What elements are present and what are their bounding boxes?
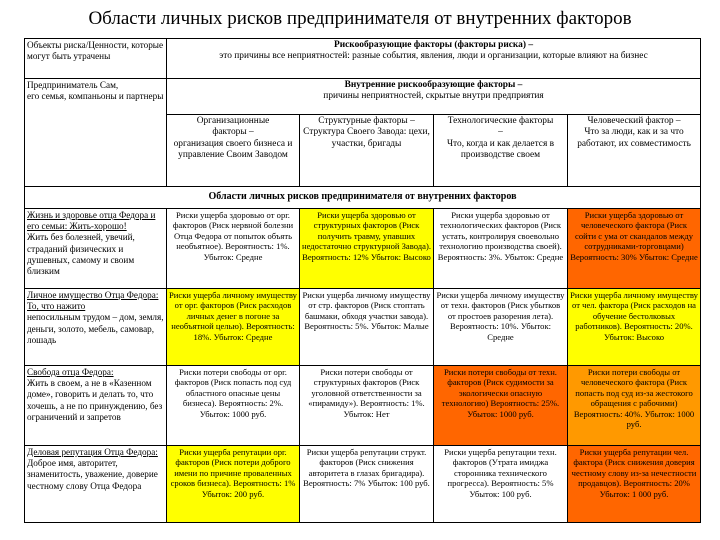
risk-cell-org: Риски ущерба здоровью от орг. факторов (Риск нервной болезни Отца Федора от попыток объять необъятное). Вероятность: 1%. Убыток: Средне xyxy=(167,209,300,289)
object-cell xyxy=(25,289,167,366)
factor-org-line2: факторы – xyxy=(212,127,254,138)
object-desc: Доброе имя, авторитет, знаменитость, уважение, доверие честному слову Отца Федора xyxy=(27,458,158,491)
risk-table xyxy=(24,38,701,523)
object-cell xyxy=(25,209,167,289)
risk-cell-human: Риски ущерба здоровью от человеческого фактора (Риск сойти с ума от скандалов между сотрудниками-торговцами) Вероятность: 30% Убыток: Средне xyxy=(568,209,701,289)
factor-org-line3: организация своего бизнеса и управление Своим Заводом xyxy=(173,138,293,161)
risk-cell-tech: Риски ущерба личному имуществу от техн. факторов (Риск убытков от простоев разорения лета). Вероятность: 10%. Убыток: Средне xyxy=(434,289,568,366)
areas-title: Области личных рисков предпринимателя от внутренних факторов xyxy=(208,191,517,203)
factors-header-cell xyxy=(167,39,701,79)
factor-org-cell xyxy=(167,115,300,187)
risk-cell-human: Риски ущерба личному имуществу от чел. фактора (Риск расходов на обучение бестолковых работников). Вероятность: 20%. Убыток: Высоко xyxy=(568,289,701,366)
factor-human-line1: Человеческий фактор – xyxy=(587,116,681,126)
object-title: Свобода отца Федора: xyxy=(27,367,114,377)
object-cell xyxy=(25,446,167,523)
risk-cell-struct: Риски ущерба репутации структ. факторов (Риск снижения авторитета в глазах бригадира). Вероятность: 7% Убыток: 100 руб. xyxy=(300,446,434,523)
internal-header-cell xyxy=(167,79,701,115)
risk-row-property xyxy=(25,289,701,366)
factor-org-line1: Организационные xyxy=(196,116,270,126)
internal-title: Внутренние рискообразующие факторы – xyxy=(344,80,523,90)
factor-struct-line2: Структура Своего Завода: цехи, участки, бригады xyxy=(303,127,430,149)
risk-cell-struct: Риски ущерба личному имуществу от стр. факторов (Риск стоптать башмаки, обходя участки завода). Вероятность: 5%. Убыток: Малые xyxy=(300,289,434,366)
risk-cell-human: Риски ущерба репутации чел. фактора (Риск снижения доверия честному слову из-за нечестности продавцов). Вероятность: 20% Убыток: 1 000 руб. xyxy=(568,446,701,523)
entrepreneurs-desc: его семья, компаньоны и партнеры xyxy=(27,91,164,102)
factors-title: Рискообразующие факторы (факторы риска) – xyxy=(334,40,534,50)
risk-row-freedom xyxy=(25,366,701,446)
risk-cell-struct: Риски потери свободы от структурных факторов (Риск уголовной ответственности за «пирамиду»). Вероятность: 1%. Убыток: Нет xyxy=(300,366,434,446)
entrepreneurs-cell xyxy=(25,79,167,187)
object-title: Жизнь и здоровье отца Федора и его семьи: Жить-хорошо! xyxy=(27,210,156,232)
factor-tech-line2: – xyxy=(498,127,503,138)
risk-cell-struct: Риски ущерба здоровью от структурных факторов (Риск получить травму, упавших недостаточно структурной Завода). Вероятность: 12% Убыток: Высоко xyxy=(300,209,434,289)
risk-cell-human: Риски потери свободы от человеческого фактора (Риск попасть под суд из-за жестокого обращения с рабочими) Вероятность: 40%. Убыток: 1000 руб. xyxy=(568,366,701,446)
objects-header-cell xyxy=(25,39,167,79)
object-title: Деловая репутация Отца Федора: xyxy=(27,447,158,457)
factor-human-cell xyxy=(568,115,701,187)
areas-header-cell xyxy=(25,187,701,209)
factor-struct-line1: Структурные факторы – xyxy=(318,116,415,126)
page-title: Области личных рисков предпринимателя от внутренних факторов xyxy=(88,8,632,29)
factor-tech-line3: Что, когда и как делается в производстве своем xyxy=(446,138,555,161)
risk-row-health xyxy=(25,209,701,289)
risk-cell-tech: Риски ущерба репутации техн. факторов (Утрата имиджа сторонника технического прогресса). Вероятность: 5% Убыток: 100 руб. xyxy=(434,446,568,523)
risk-cell-org: Риски потери свободы от орг. факторов (Риск попасть под суд областного опасные цены бизнеса). Вероятность: 2%. Убыток: 1000 руб. xyxy=(167,366,300,446)
risk-cell-org: Риски ущерба личному имуществу от орг. факторов (Риск расходов личных денег в погоне за необъятной целью). Вероятность: 18%. Убыток: Средне xyxy=(167,289,300,366)
object-desc: Жить в своем, а не в «Казенном доме», говорить и делать то, что хочешь, а не по принуждению, без ограничений и запретов xyxy=(27,378,163,422)
factor-tech-line1: Технологические факторы xyxy=(447,116,554,126)
object-desc: непосильным трудом – дом, земля, деньги, золото, мебель, самовар, лошадь xyxy=(27,312,164,345)
factor-struct-cell xyxy=(300,115,434,187)
factors-desc: это причины все неприятностей: разные события, явления, люди и организации, которые влияют на бизнес xyxy=(219,51,648,62)
object-title: Личное имущество Отца Федора: То, что нажито xyxy=(27,290,159,312)
factor-tech-cell xyxy=(434,115,568,187)
objects-header-text: Объекты риска/Ценности, которые могут быть утрачены xyxy=(27,40,164,62)
object-cell xyxy=(25,366,167,446)
object-desc: Жить без болезней, увечий, страданий физических и душевных, самому и своим близким xyxy=(27,232,135,277)
risk-row-reputation xyxy=(25,446,701,523)
risk-cell-tech: Риски ущерба здоровью от технологических факторов (Риск устать, контролируя своевольно технологию производства своей). Вероятность: 3%. Убыток: Средне xyxy=(434,209,568,289)
internal-desc: причины неприятностей, скрытые внутри предприятия xyxy=(323,91,544,102)
entrepreneurs-title: Предприниматель Сам, xyxy=(27,80,119,90)
risk-cell-tech: Риски потери свободы от техн. факторов (Риск судимости за экологически опасную технологию) Вероятность: 25%. Убыток: 1000 руб. xyxy=(434,366,568,446)
factor-human-line2: Что за люди, как и за что работают, их совместимость xyxy=(577,127,691,149)
risk-cell-org: Риски ущерба репутации орг. факторов (Риск потери доброго имени по причине проваленных сроков бизнеса). Вероятность: 1% Убыток: 200 руб. xyxy=(167,446,300,523)
